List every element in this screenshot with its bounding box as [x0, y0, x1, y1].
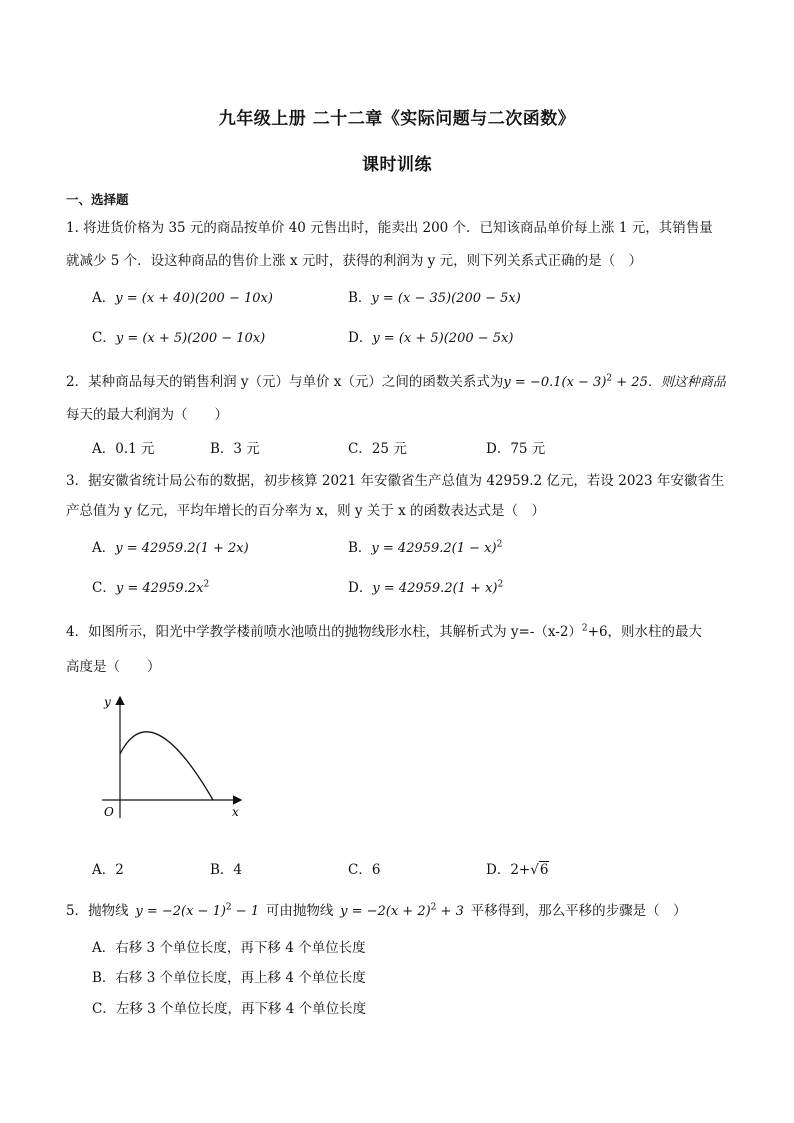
parabola-curve [120, 732, 213, 800]
question-1-option-a[interactable]: A．y = (x + 40)(200 − 10x) [92, 290, 273, 306]
question-4-line-2: 高度是（ ） [66, 659, 161, 675]
question-2-option-d[interactable]: D．75 元 [486, 441, 546, 457]
question-1-option-b[interactable]: B．y = (x − 35)(200 − 5x) [348, 290, 521, 306]
question-5-option-b[interactable]: B．右移 3 个单位长度，再上移 4 个单位长度 [92, 970, 366, 986]
question-5-option-a[interactable]: A．右移 3 个单位长度，再下移 4 个单位长度 [92, 940, 366, 956]
question-4-option-d[interactable]: D．2+√6 [486, 862, 549, 878]
origin-label: O [104, 805, 114, 819]
question-4-line-1: 4．如图所示，阳光中学教学楼前喷水池喷出的抛物线形水柱，其解析式为 $y=-(x-2)^2+6$，则水柱的最大 [66, 623, 703, 640]
question-4-option-a[interactable]: A．2 [92, 862, 124, 878]
y-axis-label: y [104, 695, 111, 709]
page-subtitle: 课时训练 [362, 155, 432, 175]
question-1-option-c[interactable]: C．y = (x + 5)(200 − 10x) [92, 330, 266, 346]
question-4-option-c[interactable]: C．6 [348, 862, 381, 878]
question-5-option-c[interactable]: C．左移 3 个单位长度，再下移 4 个单位长度 [92, 1001, 367, 1017]
question-4-option-b[interactable]: B．4 [210, 862, 243, 878]
question-3-option-d[interactable]: D．$y = 42959.2(1 + x)^2$ [348, 579, 504, 596]
sqrt-radicand: 6 [539, 862, 549, 878]
question-1-line-2: 就减少 5 个．设这种商品的售价上涨 x 元时，获得的利润为 y 元，则下列关系式正确的是（ ） [66, 253, 643, 269]
question-2-option-c[interactable]: C．25 元 [348, 441, 407, 457]
question-3-option-a[interactable]: A．y = 42959.2(1 + 2x) [92, 540, 249, 556]
question-1-line-1: 1. 将进货价格为 35 元的商品按单价 40 元售出时，能卖出 200 个．已知该商品单价每上涨 1 元，其销售量 [66, 220, 713, 236]
question-2-option-b[interactable]: B．3 元 [210, 441, 260, 457]
question-3-line-1: 3．据安徽省统计局公布的数据，初步核算 2021 年安徽省生产总值为 42959.2 亿元，若设 2023 年安徽省生 [66, 473, 725, 489]
question-5-line-1: 5．抛物线 $y = -2(x - 1)^2 - 1$ 可由抛物线 $y = -2(x + 2)^2 + 3$ 平移得到，那么平移的步骤是（ ） [66, 902, 687, 919]
x-axis-label: x [232, 805, 239, 819]
section-heading-choice: 一、选择题 [66, 192, 129, 207]
question-2-line-1: 2．某种商品每天的销售利润 y（元）与单价 x（元）之间的函数关系式为$y = -0.1(x - 3)^2 + 25$．则这种商品 [66, 373, 726, 390]
question-2-option-a[interactable]: A．0.1 元 [92, 441, 155, 457]
question-3-line-2: 产总值为 y 亿元，平均年增长的百分率为 x，则 y 关于 x 的函数表达式是（ ） [66, 503, 546, 519]
question-1-option-d[interactable]: D．y = (x + 5)(200 − 5x) [348, 330, 514, 346]
question-3-option-b[interactable]: B．$y = 42959.2(1 - x)^2$ [348, 539, 503, 556]
sqrt-symbol: √ [530, 862, 539, 878]
page-title: 九年级上册 二十二章《实际问题与二次函数》 [218, 109, 576, 129]
question-3-option-c[interactable]: C．$y = 42959.2x^2$ [92, 579, 210, 596]
question-2-line-2: 每天的最大利润为（ ） [66, 407, 228, 423]
parabola-figure [96, 688, 256, 828]
